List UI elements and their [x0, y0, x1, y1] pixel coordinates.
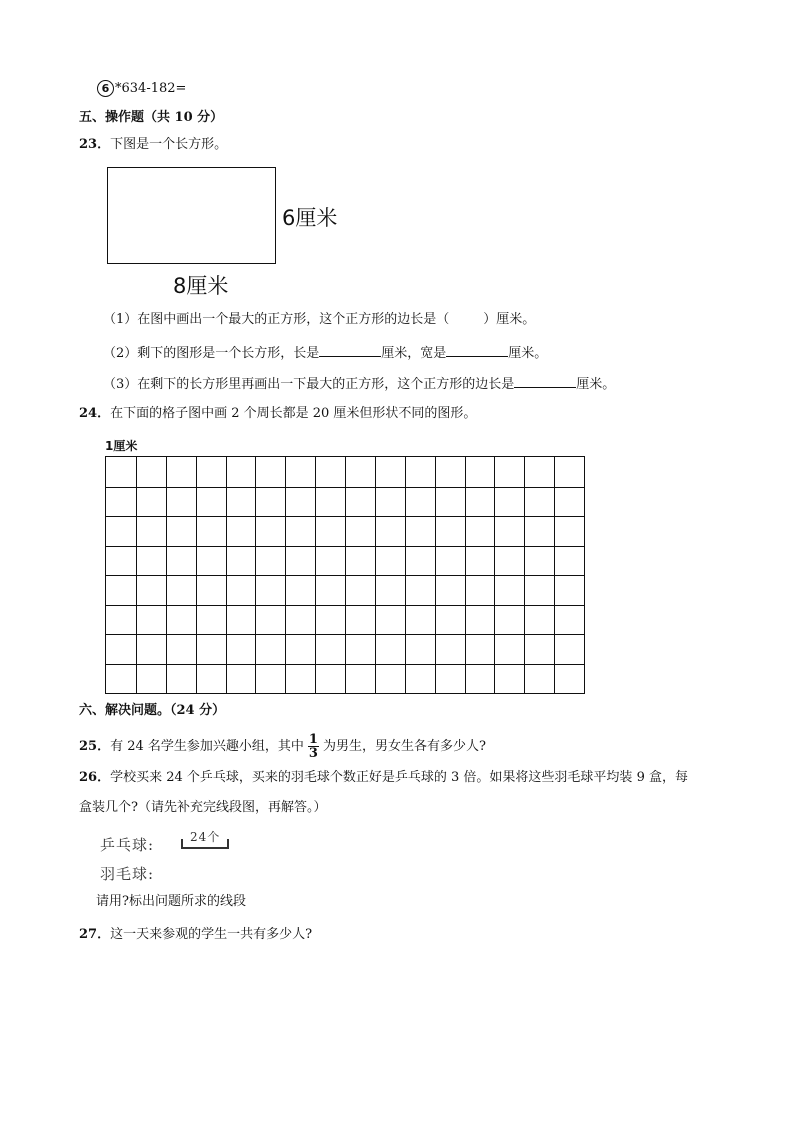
- fraction-numerator: 1: [308, 732, 318, 747]
- side-blank[interactable]: [514, 373, 576, 388]
- question-26-line-1: [79, 769, 688, 787]
- sub2-text-c: 厘米。: [508, 346, 548, 361]
- fraction: [308, 733, 319, 760]
- question-23-prompt: [79, 136, 227, 154]
- pingpong-label: 乒乓球:: [100, 836, 155, 854]
- rectangle-figure: [107, 167, 276, 264]
- circled-number: 6: [97, 80, 114, 97]
- sub3-text-b: 厘米。: [576, 377, 616, 392]
- question-23-sub-3: [103, 373, 615, 394]
- diagram-note: 请用?标出问题所求的线段: [96, 894, 246, 909]
- sub1-text-a: （1）在图中画出一个最大的正方形，这个正方形的边长是（: [103, 312, 450, 327]
- sub2-text-a: （2）剩下的图形是一个长方形，长是: [103, 346, 320, 361]
- section-five-title: 五、操作题（共 10 分）: [79, 110, 224, 125]
- question-number: 24．: [79, 406, 111, 421]
- section-six-title: 六、解决问题。（24 分）: [79, 703, 226, 718]
- badminton-label: 羽毛球:: [100, 865, 155, 883]
- question-text: 在下面的格子图中画 2 个周长都是 20 厘米但形状不同的图形。: [110, 406, 477, 421]
- width-blank[interactable]: [446, 342, 508, 357]
- question-text: 这一天来参观的学生一共有多少人?: [110, 927, 313, 942]
- length-blank[interactable]: [319, 342, 381, 357]
- question-22-item-6: [97, 80, 186, 98]
- question-24-prompt: [79, 405, 476, 423]
- pingpong-segment: [180, 836, 232, 852]
- fraction-denominator: 3: [308, 746, 318, 761]
- expression: *634-182=: [115, 81, 187, 96]
- sub2-text-b: 厘米，宽是: [381, 346, 447, 361]
- question-text-line-1: 学校买来 24 个乒乓球，买来的羽毛球个数正好是乒乓球的 3 倍。如果将这些羽毛球平均装 9 盒，每: [110, 770, 688, 785]
- question-number: 27．: [79, 927, 111, 942]
- question-text: 下图是一个长方形。: [110, 137, 228, 152]
- question-26-line-2: 盒装几个?（请先补充完线段图，再解答。）: [79, 800, 327, 815]
- grid-unit-label: 1厘米: [105, 439, 138, 453]
- question-text-a: 有 24 名学生参加兴趣小组，其中: [110, 739, 304, 754]
- question-27-prompt: [79, 926, 312, 944]
- height-label: 6厘米: [282, 206, 338, 230]
- question-number: 26．: [79, 770, 111, 785]
- sub3-text-a: （3）在剩下的长方形里再画出一下最大的正方形，这个正方形的边长是: [103, 377, 515, 392]
- question-number: 23．: [79, 137, 111, 152]
- segment-label: 24个: [190, 830, 221, 844]
- grid-lines: [106, 457, 584, 693]
- question-text-b: 为男生，男女生各有多少人?: [322, 739, 486, 754]
- question-23-sub-1: [103, 311, 535, 329]
- sub1-text-b: ）厘米。: [483, 312, 536, 327]
- question-23-sub-2: [103, 342, 547, 363]
- question-25-prompt: [79, 733, 486, 760]
- question-number: 25．: [79, 739, 111, 754]
- width-label: 8厘米: [173, 274, 229, 298]
- square-grid[interactable]: [105, 456, 585, 694]
